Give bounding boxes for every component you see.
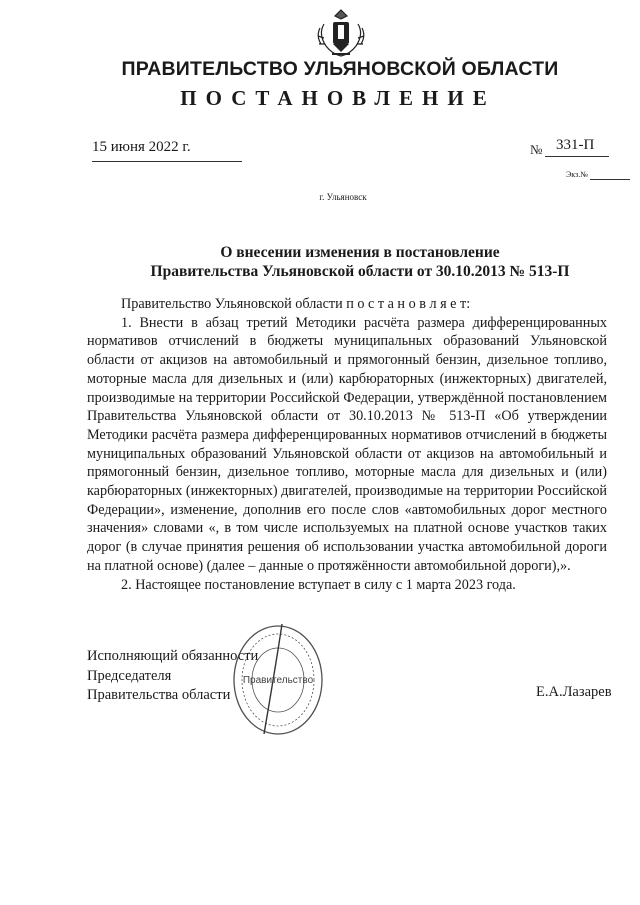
subject-line-2: Правительства Ульяновской области от 30.10.2013 № 513-П [150,263,570,280]
document-number: 331-П [556,137,595,153]
signer-name: Е.А.Лазарев [536,684,612,700]
coat-of-arms-icon [312,6,370,64]
date-underline [92,161,242,162]
document-body [87,295,607,594]
government-title: ПРАВИТЕЛЬСТВО УЛЬЯНОВСКОЙ ОБЛАСТИ [121,58,559,80]
signature-line-2: Председателя [87,667,172,684]
signature-line-1: Исполняющий обязанности [87,648,259,664]
number-underline [545,156,609,157]
official-stamp [230,618,326,738]
city: г. Ульяновск [319,192,367,202]
body-item-1: 1. Внести в абзац третий Методики расчёта размера дифференцированных нормативов отчислений в бюджеты муниципальных образований Ульяновской области от акцизов на автомобильный и прямогонный бензин, дизельное топливо, моторные масла для дизельных и (или) карбюраторных (инжекторных) двигателей, производимые на территории Российской Федерации, утверждённой постановлением Правительства Ульяновской области от 30.10.2013 № 513-П «Об утверждении Методики расчёта размера дифференцированных нормативов отчислений в бюджеты муниципальных образований Ульяновской области от акцизов на автомобильный и прямогонный бензин, дизельное топливо, моторные масла для дизельных и (или) карбюраторных (инжекторных) двигателей, производимые на территории Российской Федерации», изменение, дополнив его после слов «автомобильных дорог местного значения» словами «, в том числе используемых на платной основе участков таких дорог (в случае принятия решения об использовании участка автомобильной дороги на платной основе) (далее – данные о протяжённости автомобильной дороги),». [87,314,607,574]
document-subject [90,243,630,281]
subject-line-1: О внесении изменения в постановление [220,244,500,261]
signature-line-3: Правительства области [87,687,231,703]
copy-number-label: Экз.№ [566,170,588,179]
number-label: № [530,142,543,157]
copy-number-underline [590,179,630,180]
document-kind: ПОСТАНОВЛЕНИЕ [180,86,496,110]
document-date: 15 июня 2022 г. [92,139,191,155]
stamp-text: Правительство [242,675,314,686]
body-intro: Правительство Ульяновской области п о с т а н о в л я е т: [121,296,471,312]
body-item-2: 2. Настоящее постановление вступает в силу с 1 марта 2023 года. [121,576,516,593]
